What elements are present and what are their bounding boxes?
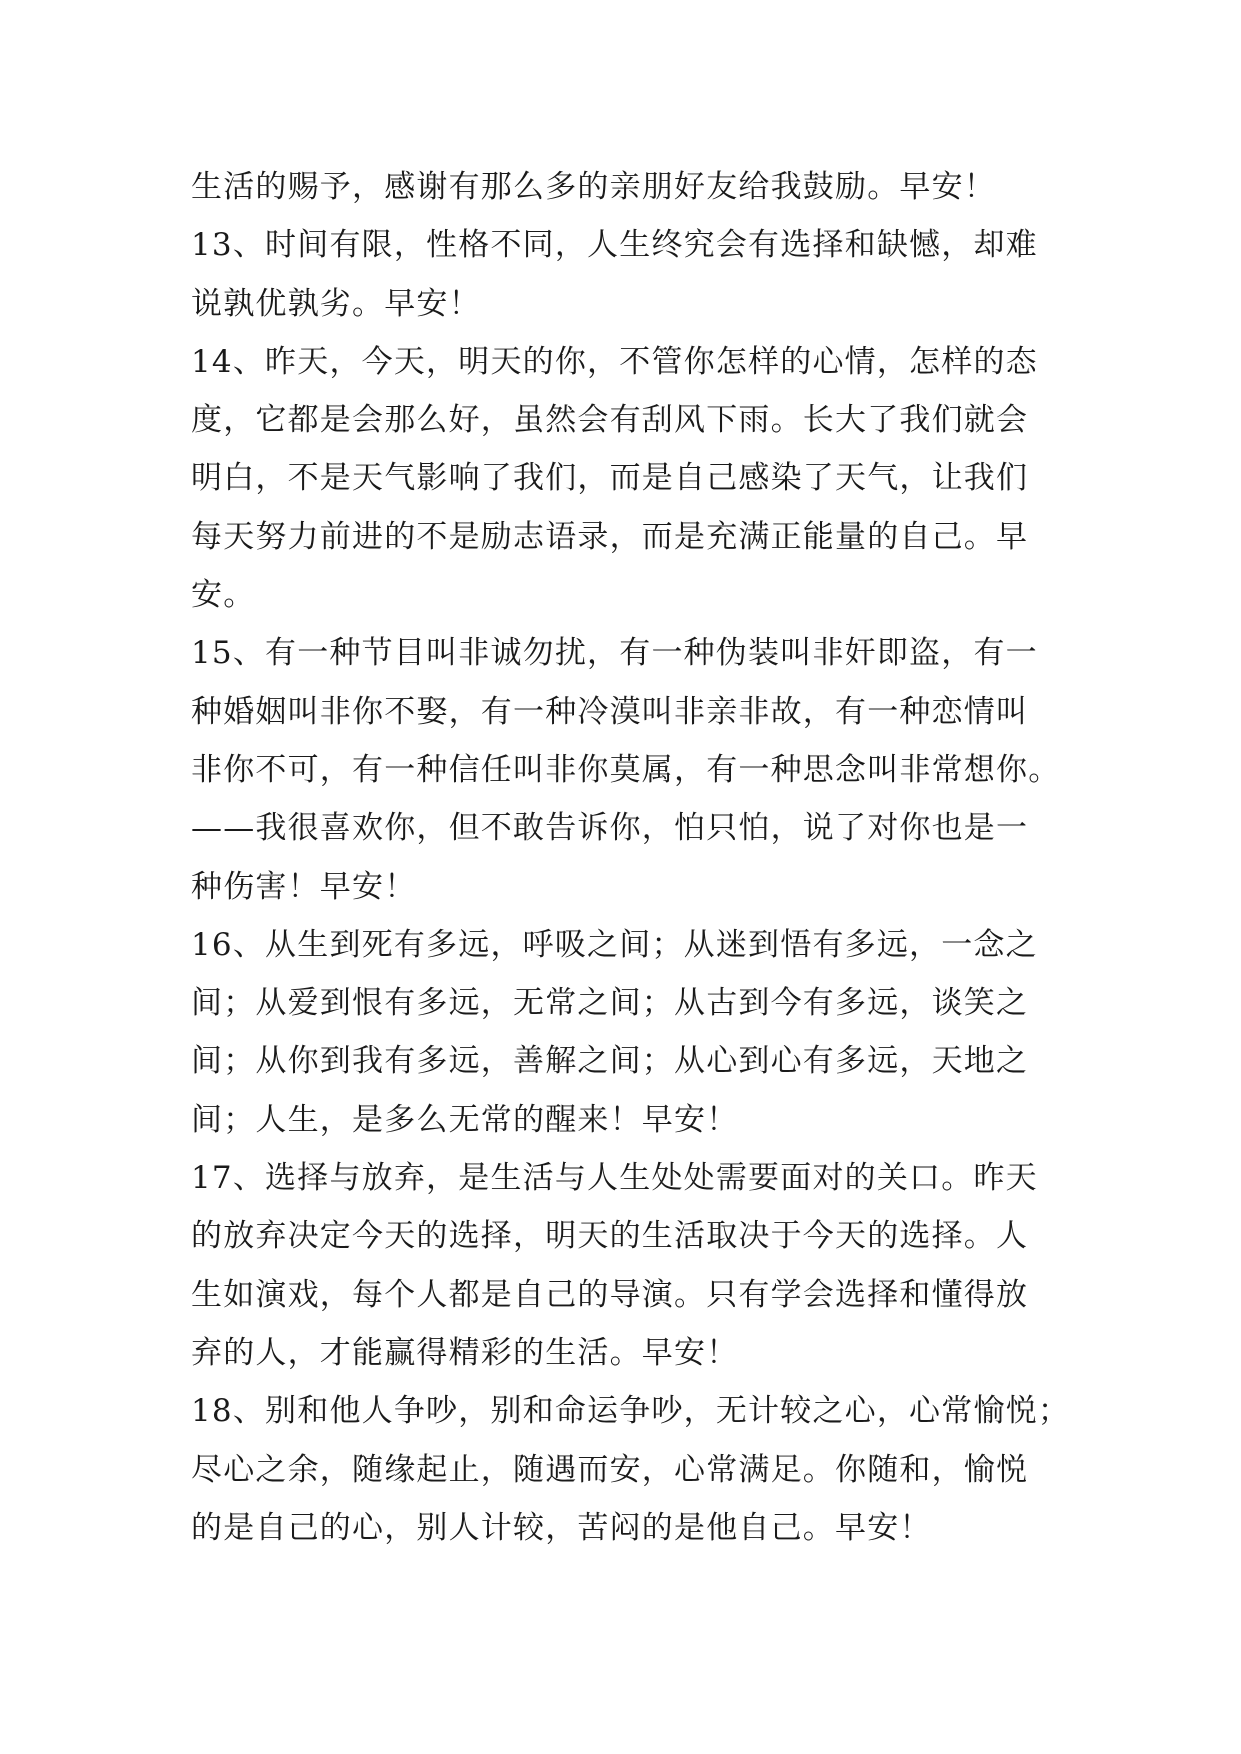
text-line: 说孰优孰劣。早安！ xyxy=(191,285,481,322)
text-line: 度，它都是会那么好，虽然会有刮风下雨。长大了我们就会 xyxy=(191,402,1029,439)
text-line: 弃的人，才能赢得精彩的生活。早安！ xyxy=(191,1334,739,1371)
text-line: 间；从你到我有多远，善解之间；从心到心有多远，天地之 xyxy=(191,1043,1029,1080)
text-line: 16、从生到死有多远，呼吸之间；从迷到悟有多远，一念之 xyxy=(191,926,1038,963)
text-line: 13、时间有限，性格不同，人生终究会有选择和缺憾，却难 xyxy=(191,227,1038,264)
text-line: 种伤害！早安！ xyxy=(191,868,417,905)
text-line: 17、选择与放弃，是生活与人生处处需要面对的关口。昨天 xyxy=(191,1160,1038,1197)
text-line: 生活的赐予，感谢有那么多的亲朋好友给我鼓励。早安！ xyxy=(191,169,996,205)
text-line: 每天努力前进的不是励志语录，而是充满正能量的自己。早 xyxy=(191,518,1029,555)
document-body xyxy=(191,158,1071,1557)
text-line: 安。 xyxy=(191,577,256,614)
text-line: 间；从爱到恨有多远，无常之间；从古到今有多远，谈笑之 xyxy=(191,985,1029,1022)
text-line: 间；人生，是多么无常的醒来！早安！ xyxy=(191,1101,739,1138)
text-line: 的放弃决定今天的选择，明天的生活取决于今天的选择。人 xyxy=(191,1218,1029,1255)
text-line: 尽心之余，随缘起止，随遇而安，心常满足。你随和，愉悦 xyxy=(191,1451,1029,1488)
text-line: 明白，不是天气影响了我们，而是自己感染了天气，让我们 xyxy=(191,460,1029,497)
text-line: 种婚姻叫非你不娶，有一种冷漠叫非亲非故，有一种恋情叫 xyxy=(191,693,1029,730)
text-line: 非你不可，有一种信任叫非你莫属，有一种思念叫非常想你。 xyxy=(191,751,1061,788)
text-line: ——我很喜欢你，但不敢告诉你，怕只怕，说了对你也是一 xyxy=(191,810,1029,847)
text-line: 18、别和他人争吵，别和命运争吵，无计较之心，心常愉悦； xyxy=(191,1393,1071,1430)
text-line: 15、有一种节目叫非诚勿扰，有一种伪装叫非奸即盗，有一 xyxy=(191,635,1038,672)
text-line: 14、昨天，今天，明天的你，不管你怎样的心情，怎样的态 xyxy=(191,343,1038,380)
text-line: 的是自己的心，别人计较，苦闷的是他自己。早安！ xyxy=(191,1509,932,1546)
text-line: 生如演戏，每个人都是自己的导演。只有学会选择和懂得放 xyxy=(191,1276,1029,1313)
